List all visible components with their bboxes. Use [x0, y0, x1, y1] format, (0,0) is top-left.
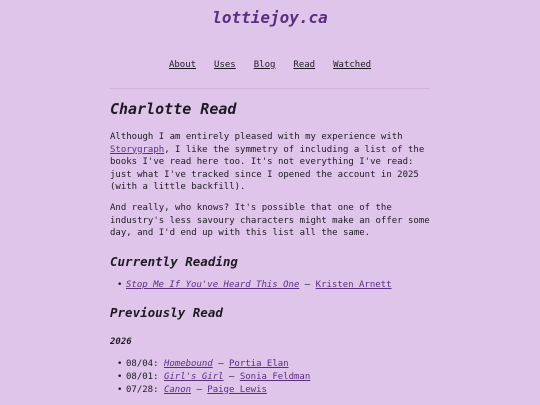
- page-title: Charlotte Read: [110, 100, 237, 118]
- list-item: [110, 279, 440, 292]
- nav-link-read[interactable]: Read: [293, 60, 316, 70]
- book-author-link[interactable]: Sonia Feldman: [239, 371, 311, 382]
- list-item: [110, 358, 440, 371]
- book-title-link[interactable]: Girl's Girl: [163, 371, 224, 382]
- currently-reading-heading: Currently Reading: [110, 253, 238, 269]
- separator: –: [212, 359, 229, 370]
- book-author-link[interactable]: Paige Lewis: [207, 384, 267, 395]
- currently-reading-list: [110, 279, 440, 292]
- intro-text-start: Although I am entirely pleased with my experience with: [110, 132, 403, 142]
- separator: –: [191, 384, 208, 395]
- storygraph-link[interactable]: Storygraph: [110, 144, 165, 155]
- previously-read-list: [110, 358, 440, 396]
- second-paragraph: And really, who knows? It's possible that one of the industry's less savoury characters might make an offer some day, and I'd end up with this list all the same.: [110, 202, 430, 239]
- list-item: [110, 371, 440, 384]
- bullet-icon: •: [117, 359, 123, 370]
- previously-read-heading: Previously Read: [110, 305, 223, 321]
- book-author-link[interactable]: Portia Elan: [228, 359, 289, 370]
- bullet-icon: •: [117, 371, 123, 382]
- read-date: 08/01:: [126, 371, 164, 382]
- intro-text-end: , I like the symmetry of including a list of the books I've read here too. It's not everything I've read: just what I've tracked since I opened the account in 2025 (with a little backfill).: [110, 144, 425, 193]
- nav-link-watched[interactable]: Watched: [333, 60, 372, 70]
- book-author-link[interactable]: Kristen Arnett: [315, 279, 392, 290]
- nav-link-blog[interactable]: Blog: [253, 60, 276, 70]
- nav-divider: [110, 88, 430, 89]
- year-heading: 2026: [110, 337, 132, 348]
- read-date: 07/28:: [126, 384, 164, 395]
- bullet-icon: •: [117, 279, 123, 290]
- book-title-link[interactable]: Stop Me If You've Heard This One: [126, 279, 300, 290]
- list-item: [110, 384, 440, 397]
- book-title-link[interactable]: Canon: [163, 384, 192, 395]
- book-title-link[interactable]: Homebound: [163, 359, 213, 370]
- nav-link-about[interactable]: About: [168, 60, 197, 70]
- separator: –: [223, 371, 240, 382]
- nav-link-uses[interactable]: Uses: [214, 60, 236, 70]
- intro-paragraph: [110, 131, 440, 194]
- main-nav: [0, 59, 540, 71]
- read-date: 08/04:: [126, 359, 164, 370]
- main-content: [110, 98, 440, 396]
- bullet-icon: •: [117, 384, 123, 395]
- site-title[interactable]: lottiejoy.ca: [212, 8, 328, 27]
- separator: –: [299, 279, 316, 290]
